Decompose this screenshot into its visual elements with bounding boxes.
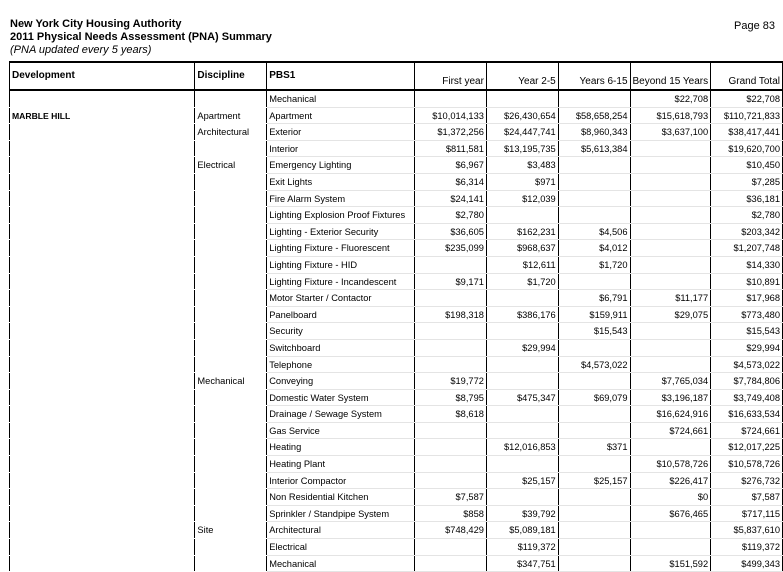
beyond-15-years-cell: [630, 522, 711, 539]
table-header-row: [10, 62, 783, 90]
grand-total-cell: $276,732: [711, 472, 783, 489]
table-row: [10, 107, 783, 124]
table-row: [10, 389, 783, 406]
first-year-cell: [415, 539, 487, 556]
discipline-cell: Electrical: [195, 157, 267, 174]
beyond-15-years-cell: [630, 323, 711, 340]
first-year-cell: $235,099: [415, 240, 487, 257]
first-year-cell: $7,587: [415, 489, 487, 506]
development-cell: [10, 124, 195, 141]
development-cell: [10, 240, 195, 257]
years-6-15-cell: [558, 190, 630, 207]
years-6-15-cell: $25,157: [558, 472, 630, 489]
years-6-15-cell: [558, 339, 630, 356]
table-row: [10, 290, 783, 307]
first-year-cell: $858: [415, 505, 487, 522]
pbs1-cell: Sprinkler / Standpipe System: [267, 505, 415, 522]
discipline-cell: [195, 207, 267, 224]
years-6-15-cell: [558, 555, 630, 572]
pbs1-cell: Lighting Fixture - Fluorescent: [267, 240, 415, 257]
year-2-5-cell: [486, 207, 558, 224]
table-row: [10, 173, 783, 190]
year-2-5-cell: $29,994: [486, 339, 558, 356]
table-row: [10, 356, 783, 373]
beyond-15-years-cell: $15,618,793: [630, 107, 711, 124]
development-cell: [10, 389, 195, 406]
first-year-cell: [415, 256, 487, 273]
discipline-cell: [195, 190, 267, 207]
development-cell: [10, 373, 195, 390]
grand-total-cell: $15,543: [711, 323, 783, 340]
pbs1-cell: Telephone: [267, 356, 415, 373]
development-cell: [10, 190, 195, 207]
first-year-cell: $198,318: [415, 306, 487, 323]
development-cell: MARBLE HILL: [10, 107, 195, 124]
discipline-cell: [195, 339, 267, 356]
grand-total-cell: $773,480: [711, 306, 783, 323]
grand-total-cell: $119,372: [711, 539, 783, 556]
grand-total-cell: $36,181: [711, 190, 783, 207]
years-6-15-cell: $4,573,022: [558, 356, 630, 373]
beyond-15-years-cell: [630, 240, 711, 257]
grand-total-cell: $16,633,534: [711, 406, 783, 423]
beyond-15-years-cell: $22,708: [630, 90, 711, 107]
years-6-15-cell: $5,613,384: [558, 140, 630, 157]
table-row: [10, 207, 783, 224]
table-row: [10, 124, 783, 141]
development-cell: [10, 356, 195, 373]
beyond-15-years-cell: $16,624,916: [630, 406, 711, 423]
first-year-cell: [415, 339, 487, 356]
report-title: 2011 Physical Needs Assessment (PNA) Summary: [10, 31, 272, 43]
table-row: [10, 256, 783, 273]
development-cell: [10, 505, 195, 522]
years-6-15-cell: [558, 489, 630, 506]
year-2-5-cell: [486, 90, 558, 107]
col-year-2-5: Year 2-5: [486, 62, 558, 90]
table-row: [10, 323, 783, 340]
beyond-15-years-cell: $11,177: [630, 290, 711, 307]
development-cell: [10, 90, 195, 107]
grand-total-cell: $12,017,225: [711, 439, 783, 456]
col-beyond-15-years: Beyond 15 Years: [630, 62, 711, 90]
discipline-cell: [195, 439, 267, 456]
development-cell: [10, 207, 195, 224]
first-year-cell: $811,581: [415, 140, 487, 157]
pbs1-cell: Lighting Explosion Proof Fixtures: [267, 207, 415, 224]
grand-total-cell: $717,115: [711, 505, 783, 522]
page-number: Page 83: [734, 20, 775, 32]
years-6-15-cell: $159,911: [558, 306, 630, 323]
discipline-cell: [195, 90, 267, 107]
grand-total-cell: $203,342: [711, 223, 783, 240]
discipline-cell: [195, 356, 267, 373]
years-6-15-cell: $6,791: [558, 290, 630, 307]
col-grand-total: Grand Total: [711, 62, 783, 90]
development-cell: [10, 306, 195, 323]
development-cell: [10, 439, 195, 456]
years-6-15-cell: $1,720: [558, 256, 630, 273]
years-6-15-cell: [558, 539, 630, 556]
year-2-5-cell: $25,157: [486, 472, 558, 489]
grand-total-cell: $499,343: [711, 555, 783, 572]
beyond-15-years-cell: $7,765,034: [630, 373, 711, 390]
year-2-5-cell: [486, 422, 558, 439]
table-row: [10, 190, 783, 207]
discipline-cell: [195, 256, 267, 273]
col-discipline: Discipline: [195, 62, 267, 90]
pbs1-cell: Lighting Fixture - Incandescent: [267, 273, 415, 290]
years-6-15-cell: [558, 273, 630, 290]
table-row: [10, 157, 783, 174]
beyond-15-years-cell: [630, 157, 711, 174]
org-name: New York City Housing Authority: [10, 18, 182, 30]
beyond-15-years-cell: $724,661: [630, 422, 711, 439]
beyond-15-years-cell: $10,578,726: [630, 456, 711, 473]
year-2-5-cell: [486, 290, 558, 307]
year-2-5-cell: $968,637: [486, 240, 558, 257]
beyond-15-years-cell: [630, 339, 711, 356]
discipline-cell: [195, 472, 267, 489]
col-development: Development: [10, 62, 195, 90]
pbs1-cell: Domestic Water System: [267, 389, 415, 406]
development-cell: [10, 157, 195, 174]
discipline-cell: [195, 422, 267, 439]
beyond-15-years-cell: $226,417: [630, 472, 711, 489]
discipline-cell: [195, 406, 267, 423]
development-cell: [10, 472, 195, 489]
development-cell: [10, 140, 195, 157]
discipline-cell: [195, 555, 267, 572]
beyond-15-years-cell: $676,465: [630, 505, 711, 522]
discipline-cell: [195, 306, 267, 323]
table-row: [10, 223, 783, 240]
pbs1-cell: Electrical: [267, 539, 415, 556]
years-6-15-cell: $371: [558, 439, 630, 456]
grand-total-cell: $7,784,806: [711, 373, 783, 390]
table-row: [10, 240, 783, 257]
pbs1-cell: Fire Alarm System: [267, 190, 415, 207]
development-cell: [10, 339, 195, 356]
beyond-15-years-cell: [630, 256, 711, 273]
pbs1-cell: Motor Starter / Contactor: [267, 290, 415, 307]
development-cell: [10, 489, 195, 506]
first-year-cell: [415, 472, 487, 489]
year-2-5-cell: [486, 489, 558, 506]
table-row: [10, 422, 783, 439]
beyond-15-years-cell: $3,637,100: [630, 124, 711, 141]
year-2-5-cell: $119,372: [486, 539, 558, 556]
development-cell: [10, 422, 195, 439]
discipline-cell: [195, 173, 267, 190]
pbs1-cell: Lighting - Exterior Security: [267, 223, 415, 240]
years-6-15-cell: [558, 406, 630, 423]
grand-total-cell: $10,450: [711, 157, 783, 174]
grand-total-cell: $10,891: [711, 273, 783, 290]
col-years-6-15: Years 6-15: [558, 62, 630, 90]
development-cell: [10, 323, 195, 340]
first-year-cell: [415, 439, 487, 456]
pbs1-cell: Emergency Lighting: [267, 157, 415, 174]
development-cell: [10, 290, 195, 307]
grand-total-cell: $7,587: [711, 489, 783, 506]
beyond-15-years-cell: $29,075: [630, 306, 711, 323]
pbs1-cell: Non Residential Kitchen: [267, 489, 415, 506]
discipline-cell: [195, 389, 267, 406]
discipline-cell: [195, 505, 267, 522]
pbs1-cell: Exterior: [267, 124, 415, 141]
table-row: [10, 522, 783, 539]
years-6-15-cell: $4,506: [558, 223, 630, 240]
grand-total-cell: $14,330: [711, 256, 783, 273]
years-6-15-cell: $4,012: [558, 240, 630, 257]
table-row: [10, 140, 783, 157]
pbs1-cell: Heating: [267, 439, 415, 456]
discipline-cell: [195, 290, 267, 307]
years-6-15-cell: [558, 207, 630, 224]
year-2-5-cell: $162,231: [486, 223, 558, 240]
table-row: [10, 456, 783, 473]
pbs1-cell: Architectural: [267, 522, 415, 539]
pbs1-cell: Apartment: [267, 107, 415, 124]
pbs1-cell: Mechanical: [267, 90, 415, 107]
pbs1-cell: Security: [267, 323, 415, 340]
first-year-cell: [415, 90, 487, 107]
development-cell: [10, 173, 195, 190]
discipline-cell: [195, 456, 267, 473]
table-row: [10, 439, 783, 456]
pbs1-cell: Heating Plant: [267, 456, 415, 473]
grand-total-cell: $2,780: [711, 207, 783, 224]
beyond-15-years-cell: [630, 539, 711, 556]
year-2-5-cell: [486, 373, 558, 390]
first-year-cell: $10,014,133: [415, 107, 487, 124]
first-year-cell: $36,605: [415, 223, 487, 240]
year-2-5-cell: $386,176: [486, 306, 558, 323]
development-cell: [10, 522, 195, 539]
table-row: [10, 306, 783, 323]
grand-total-cell: $17,968: [711, 290, 783, 307]
years-6-15-cell: [558, 373, 630, 390]
discipline-cell: [195, 539, 267, 556]
beyond-15-years-cell: [630, 190, 711, 207]
grand-total-cell: $22,708: [711, 90, 783, 107]
beyond-15-years-cell: $3,196,187: [630, 389, 711, 406]
grand-total-cell: $29,994: [711, 339, 783, 356]
development-cell: [10, 539, 195, 556]
first-year-cell: [415, 456, 487, 473]
development-cell: [10, 406, 195, 423]
report-header: [10, 18, 272, 57]
beyond-15-years-cell: $0: [630, 489, 711, 506]
table-row: [10, 90, 783, 107]
beyond-15-years-cell: $151,592: [630, 555, 711, 572]
years-6-15-cell: [558, 422, 630, 439]
pbs1-cell: Switchboard: [267, 339, 415, 356]
year-2-5-cell: $971: [486, 173, 558, 190]
beyond-15-years-cell: [630, 356, 711, 373]
grand-total-cell: $38,417,441: [711, 124, 783, 141]
discipline-cell: [195, 323, 267, 340]
table-row: [10, 539, 783, 556]
discipline-cell: [195, 140, 267, 157]
first-year-cell: $6,314: [415, 173, 487, 190]
discipline-cell: [195, 240, 267, 257]
first-year-cell: [415, 290, 487, 307]
discipline-cell: Architectural: [195, 124, 267, 141]
first-year-cell: [415, 323, 487, 340]
first-year-cell: $6,967: [415, 157, 487, 174]
year-2-5-cell: [486, 356, 558, 373]
beyond-15-years-cell: [630, 273, 711, 290]
development-cell: [10, 273, 195, 290]
year-2-5-cell: $26,430,654: [486, 107, 558, 124]
col-first-year: First year: [415, 62, 487, 90]
first-year-cell: $24,141: [415, 190, 487, 207]
table-row: [10, 555, 783, 572]
table-row: [10, 472, 783, 489]
first-year-cell: [415, 422, 487, 439]
table-row: [10, 339, 783, 356]
table-row: [10, 406, 783, 423]
years-6-15-cell: [558, 173, 630, 190]
year-2-5-cell: $12,016,853: [486, 439, 558, 456]
pbs1-cell: Panelboard: [267, 306, 415, 323]
discipline-cell: [195, 273, 267, 290]
discipline-cell: Mechanical: [195, 373, 267, 390]
year-2-5-cell: $12,611: [486, 256, 558, 273]
first-year-cell: $19,772: [415, 373, 487, 390]
beyond-15-years-cell: [630, 207, 711, 224]
grand-total-cell: $110,721,833: [711, 107, 783, 124]
years-6-15-cell: [558, 522, 630, 539]
year-2-5-cell: $1,720: [486, 273, 558, 290]
pbs1-cell: Conveying: [267, 373, 415, 390]
years-6-15-cell: [558, 456, 630, 473]
first-year-cell: $1,372,256: [415, 124, 487, 141]
year-2-5-cell: $24,447,741: [486, 124, 558, 141]
table-row: [10, 273, 783, 290]
grand-total-cell: $3,749,408: [711, 389, 783, 406]
year-2-5-cell: $3,483: [486, 157, 558, 174]
first-year-cell: [415, 356, 487, 373]
discipline-cell: [195, 489, 267, 506]
beyond-15-years-cell: [630, 223, 711, 240]
years-6-15-cell: [558, 157, 630, 174]
pbs1-cell: Drainage / Sewage System: [267, 406, 415, 423]
first-year-cell: $8,618: [415, 406, 487, 423]
years-6-15-cell: [558, 505, 630, 522]
pna-summary-table: [9, 61, 783, 572]
grand-total-cell: $19,620,700: [711, 140, 783, 157]
year-2-5-cell: $13,195,735: [486, 140, 558, 157]
table-row: [10, 505, 783, 522]
years-6-15-cell: [558, 90, 630, 107]
grand-total-cell: $4,573,022: [711, 356, 783, 373]
grand-total-cell: $5,837,610: [711, 522, 783, 539]
pbs1-cell: Gas Service: [267, 422, 415, 439]
year-2-5-cell: [486, 406, 558, 423]
year-2-5-cell: $39,792: [486, 505, 558, 522]
first-year-cell: $8,795: [415, 389, 487, 406]
pbs1-cell: Interior: [267, 140, 415, 157]
year-2-5-cell: [486, 456, 558, 473]
grand-total-cell: $7,285: [711, 173, 783, 190]
years-6-15-cell: $58,658,254: [558, 107, 630, 124]
table-row: [10, 489, 783, 506]
year-2-5-cell: $347,751: [486, 555, 558, 572]
years-6-15-cell: $15,543: [558, 323, 630, 340]
year-2-5-cell: [486, 323, 558, 340]
col-pbs1: PBS1: [267, 62, 415, 90]
development-cell: [10, 223, 195, 240]
beyond-15-years-cell: [630, 140, 711, 157]
pbs1-cell: Mechanical: [267, 555, 415, 572]
pbs1-cell: Exit Lights: [267, 173, 415, 190]
grand-total-cell: $724,661: [711, 422, 783, 439]
first-year-cell: $9,171: [415, 273, 487, 290]
development-cell: [10, 555, 195, 572]
beyond-15-years-cell: [630, 173, 711, 190]
discipline-cell: Site: [195, 522, 267, 539]
report-subtitle: (PNA updated every 5 years): [10, 44, 152, 56]
pbs1-cell: Interior Compactor: [267, 472, 415, 489]
years-6-15-cell: $8,960,343: [558, 124, 630, 141]
discipline-cell: [195, 223, 267, 240]
beyond-15-years-cell: [630, 439, 711, 456]
first-year-cell: [415, 555, 487, 572]
first-year-cell: $2,780: [415, 207, 487, 224]
grand-total-cell: $1,207,748: [711, 240, 783, 257]
development-cell: [10, 456, 195, 473]
year-2-5-cell: $5,089,181: [486, 522, 558, 539]
year-2-5-cell: $475,347: [486, 389, 558, 406]
pbs1-cell: Lighting Fixture - HID: [267, 256, 415, 273]
grand-total-cell: $10,578,726: [711, 456, 783, 473]
year-2-5-cell: $12,039: [486, 190, 558, 207]
years-6-15-cell: $69,079: [558, 389, 630, 406]
development-cell: [10, 256, 195, 273]
discipline-cell: Apartment: [195, 107, 267, 124]
first-year-cell: $748,429: [415, 522, 487, 539]
table-row: [10, 373, 783, 390]
